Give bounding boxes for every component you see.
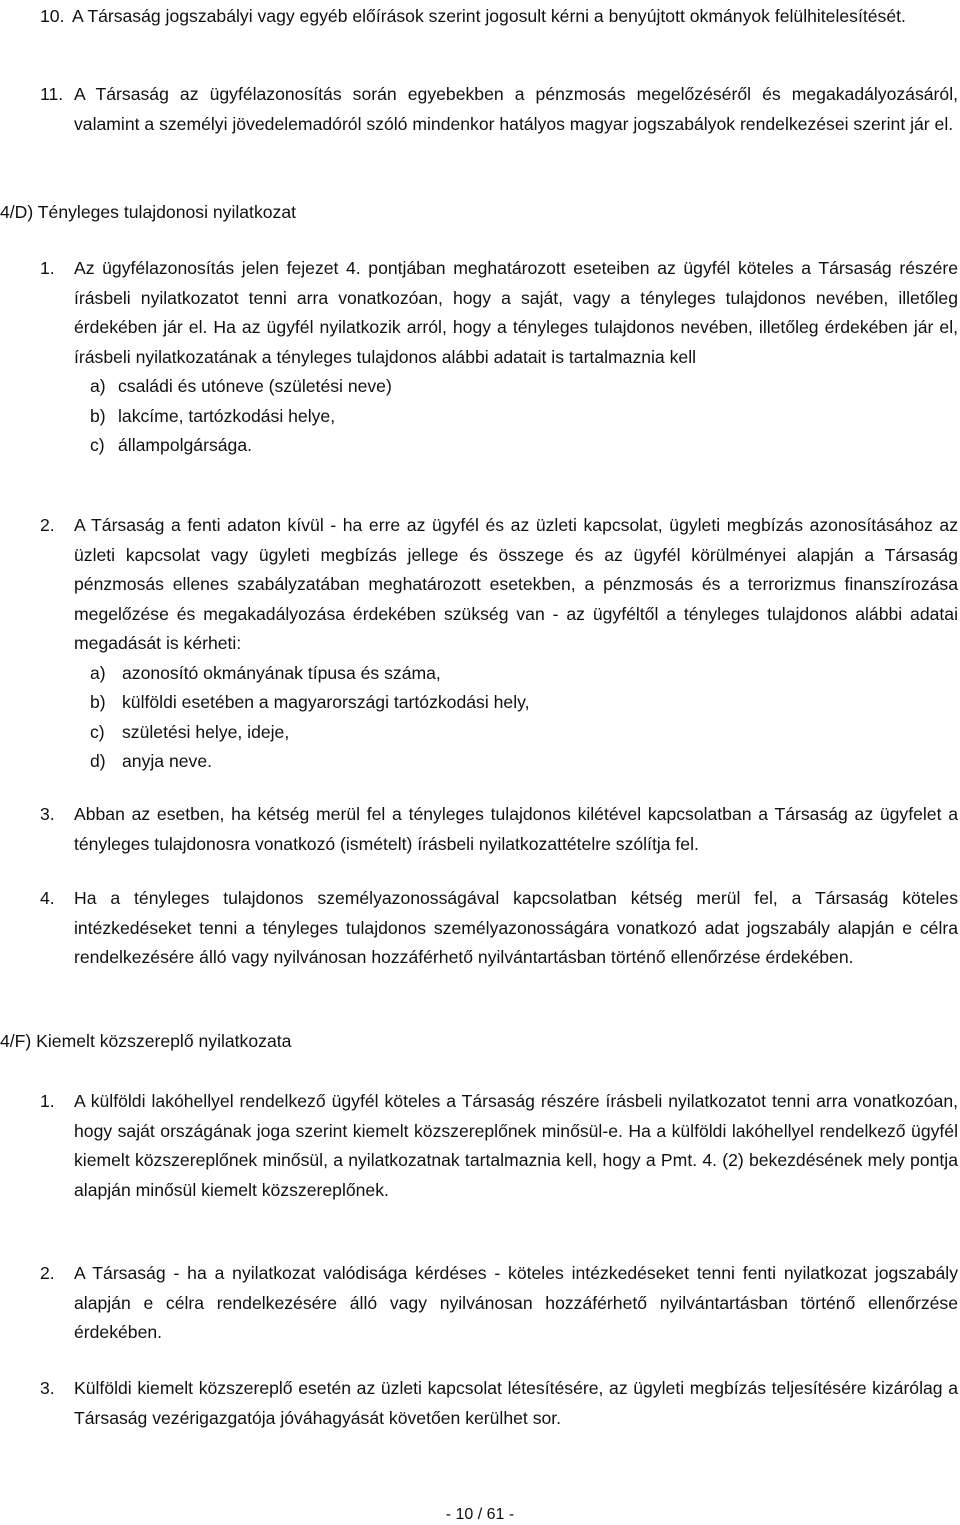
section-4f-item-2 — [40, 1259, 958, 1348]
paragraph-text: Az ügyfélazonosítás jelen fejezet 4. pontjában meghatározott eseteiben az ügyfél köteles a Társaság részére írásbeli nyilatkozatot tenni arra vonatkozóan, hogy a saját, vagy a tényleges tulajdonos nevében, illetőleg érdekében jár el. Ha az ügyfél nyilatkozik arról, hogy a tényleges tulajdonos nevében, illetőleg érdekében jár el, írásbeli nyilatkozatának a tényleges tulajdonos alábbi adatait is tartalmaznia kell — [74, 258, 958, 367]
section-4d-item-1 — [40, 254, 958, 461]
section-heading-4d: 4/D) Tényleges tulajdonosi nyilatkozat — [0, 202, 297, 222]
list-item — [40, 718, 958, 748]
list-item-letter: d) — [90, 751, 106, 771]
list-item-text: állampolgársága. — [118, 435, 252, 455]
list-item-text: azonosító okmányának típusa és száma, — [122, 662, 441, 683]
paragraph-text: Abban az esetben, ha kétség merül fel a tényleges tulajdonos kilétével kapcsolatban a Társaság az ügyfelet a tényleges tulajdonosra vonatkozó (ismételt) írásbeli nyilatkozattételre szólítja fel. — [74, 804, 958, 854]
paragraph-number: 2. — [40, 1263, 55, 1283]
paragraph-number: 4. — [40, 888, 55, 908]
list-item — [40, 402, 958, 432]
list-item-letter: c) — [90, 435, 105, 455]
list-item — [40, 688, 958, 718]
paragraph-text: Ha a tényleges tulajdonos személyazonosságával kapcsolatban kétség merül fel, a Társaság köteles intézkedéseket tenni a tényleges tulajdonos személyazonosságára vonatkozó adat jogszabály alapján e célra rendelkezésére álló vagy nyilvánosan hozzáférhető nyilvántartásban történő ellenőrzése érdekében. — [74, 888, 958, 967]
paragraph-text: A Társaság a fenti adaton kívül - ha erre az ügyfél és az üzleti kapcsolat, ügyleti megbízás azonosításához az üzleti kapcsolat vagy ügyleti megbízás jellege és összege és az ügyfél körülményei alapján a Társaság pénzmosás ellenes szabályzatában meghatározott esetekben, a pénzmosás és a terrorizmus finanszírozása megelőzése és megakadályozása érdekében szükség van - az ügyféltől a tényleges tulajdonos alábbi adatai megadását is kérheti: — [74, 515, 958, 653]
list-item-text: külföldi esetében a magyarországi tartózkodási hely, — [122, 692, 530, 712]
paragraph-text: Külföldi kiemelt közszereplő esetén az üzleti kapcsolat létesítésére, az ügyleti megbízás teljesítésére kizárólag a Társaság vezérigazgatója jóváhagyását követően kerülhet sor. — [74, 1378, 958, 1428]
list-item — [40, 659, 958, 689]
list-item-letter: a) — [90, 376, 106, 396]
paragraph-10 — [40, 2, 958, 32]
section-4f-item-3 — [40, 1374, 958, 1433]
paragraph-number: 2. — [40, 515, 55, 535]
paragraph-number: 3. — [40, 1378, 55, 1398]
list-item — [40, 747, 958, 777]
list-item-letter: b) — [90, 405, 106, 426]
paragraph-text: A Társaság jogszabályi vagy egyéb előírások szerint jogosult kérni a benyújtott okmányok felülhitelesítését. — [72, 6, 906, 26]
paragraph-11 — [40, 80, 958, 139]
paragraph-number: 10. — [40, 6, 65, 26]
paragraph-text: A Társaság - ha a nyilatkozat valódisága kérdéses - köteles intézkedéseket tenni fenti nyilatkozat jogszabály alapján e célra rendelkezésére álló vagy nyilvánosan hozzáférhető nyilvántartásban történő ellenőrzése érdekében. — [74, 1263, 958, 1342]
section-heading-4f: 4/F) Kiemelt közszereplő nyilatkozata — [0, 1031, 292, 1051]
list-item — [40, 431, 958, 461]
section-4d-item-2 — [40, 511, 958, 777]
list-item-letter: a) — [90, 662, 106, 683]
list-item-text: lakcíme, tartózkodási helye, — [118, 405, 336, 426]
list-item-text: születési helye, ideje, — [122, 721, 290, 742]
paragraph-text: A Társaság az ügyfélazonosítás során egyebekben a pénzmosás megelőzéséről és megakadályozásáról, valamint a személyi jövedelemadóról szóló mindenkor hatályos magyar jogszabályok rendelkezései szerint jár el. — [74, 84, 958, 134]
paragraph-number: 1. — [40, 1091, 55, 1111]
list-item-letter: b) — [90, 692, 106, 712]
paragraph-number: 1. — [40, 258, 55, 278]
paragraph-number: 3. — [40, 804, 55, 824]
list-item — [40, 372, 958, 402]
section-4d-item-3 — [40, 800, 958, 859]
page-number: - 10 / 61 - — [445, 1506, 515, 1523]
list-item-text: anyja neve. — [122, 751, 212, 771]
section-4d-item-4 — [40, 884, 958, 973]
list-item-text: családi és utóneve (születési neve) — [118, 376, 392, 396]
list-item-letter: c) — [90, 721, 105, 742]
paragraph-number: 11. — [40, 84, 64, 104]
section-4f-item-1 — [40, 1087, 958, 1205]
paragraph-text: A külföldi lakóhellyel rendelkező ügyfél köteles a Társaság részére írásbeli nyilatkozatot tenni arra vonatkozóan, hogy saját országának joga szerint kiemelt közszereplőnek minősül-e. Ha a külföldi lakóhellyel rendelkező ügyfél kiemelt közszereplőnek minősül, a nyilatkozatnak tartalmaznia kell, hogy a Pmt. 4. (2) bekezdésének mely pontja alapján minősül kiemelt közszereplőnek. — [74, 1091, 958, 1200]
